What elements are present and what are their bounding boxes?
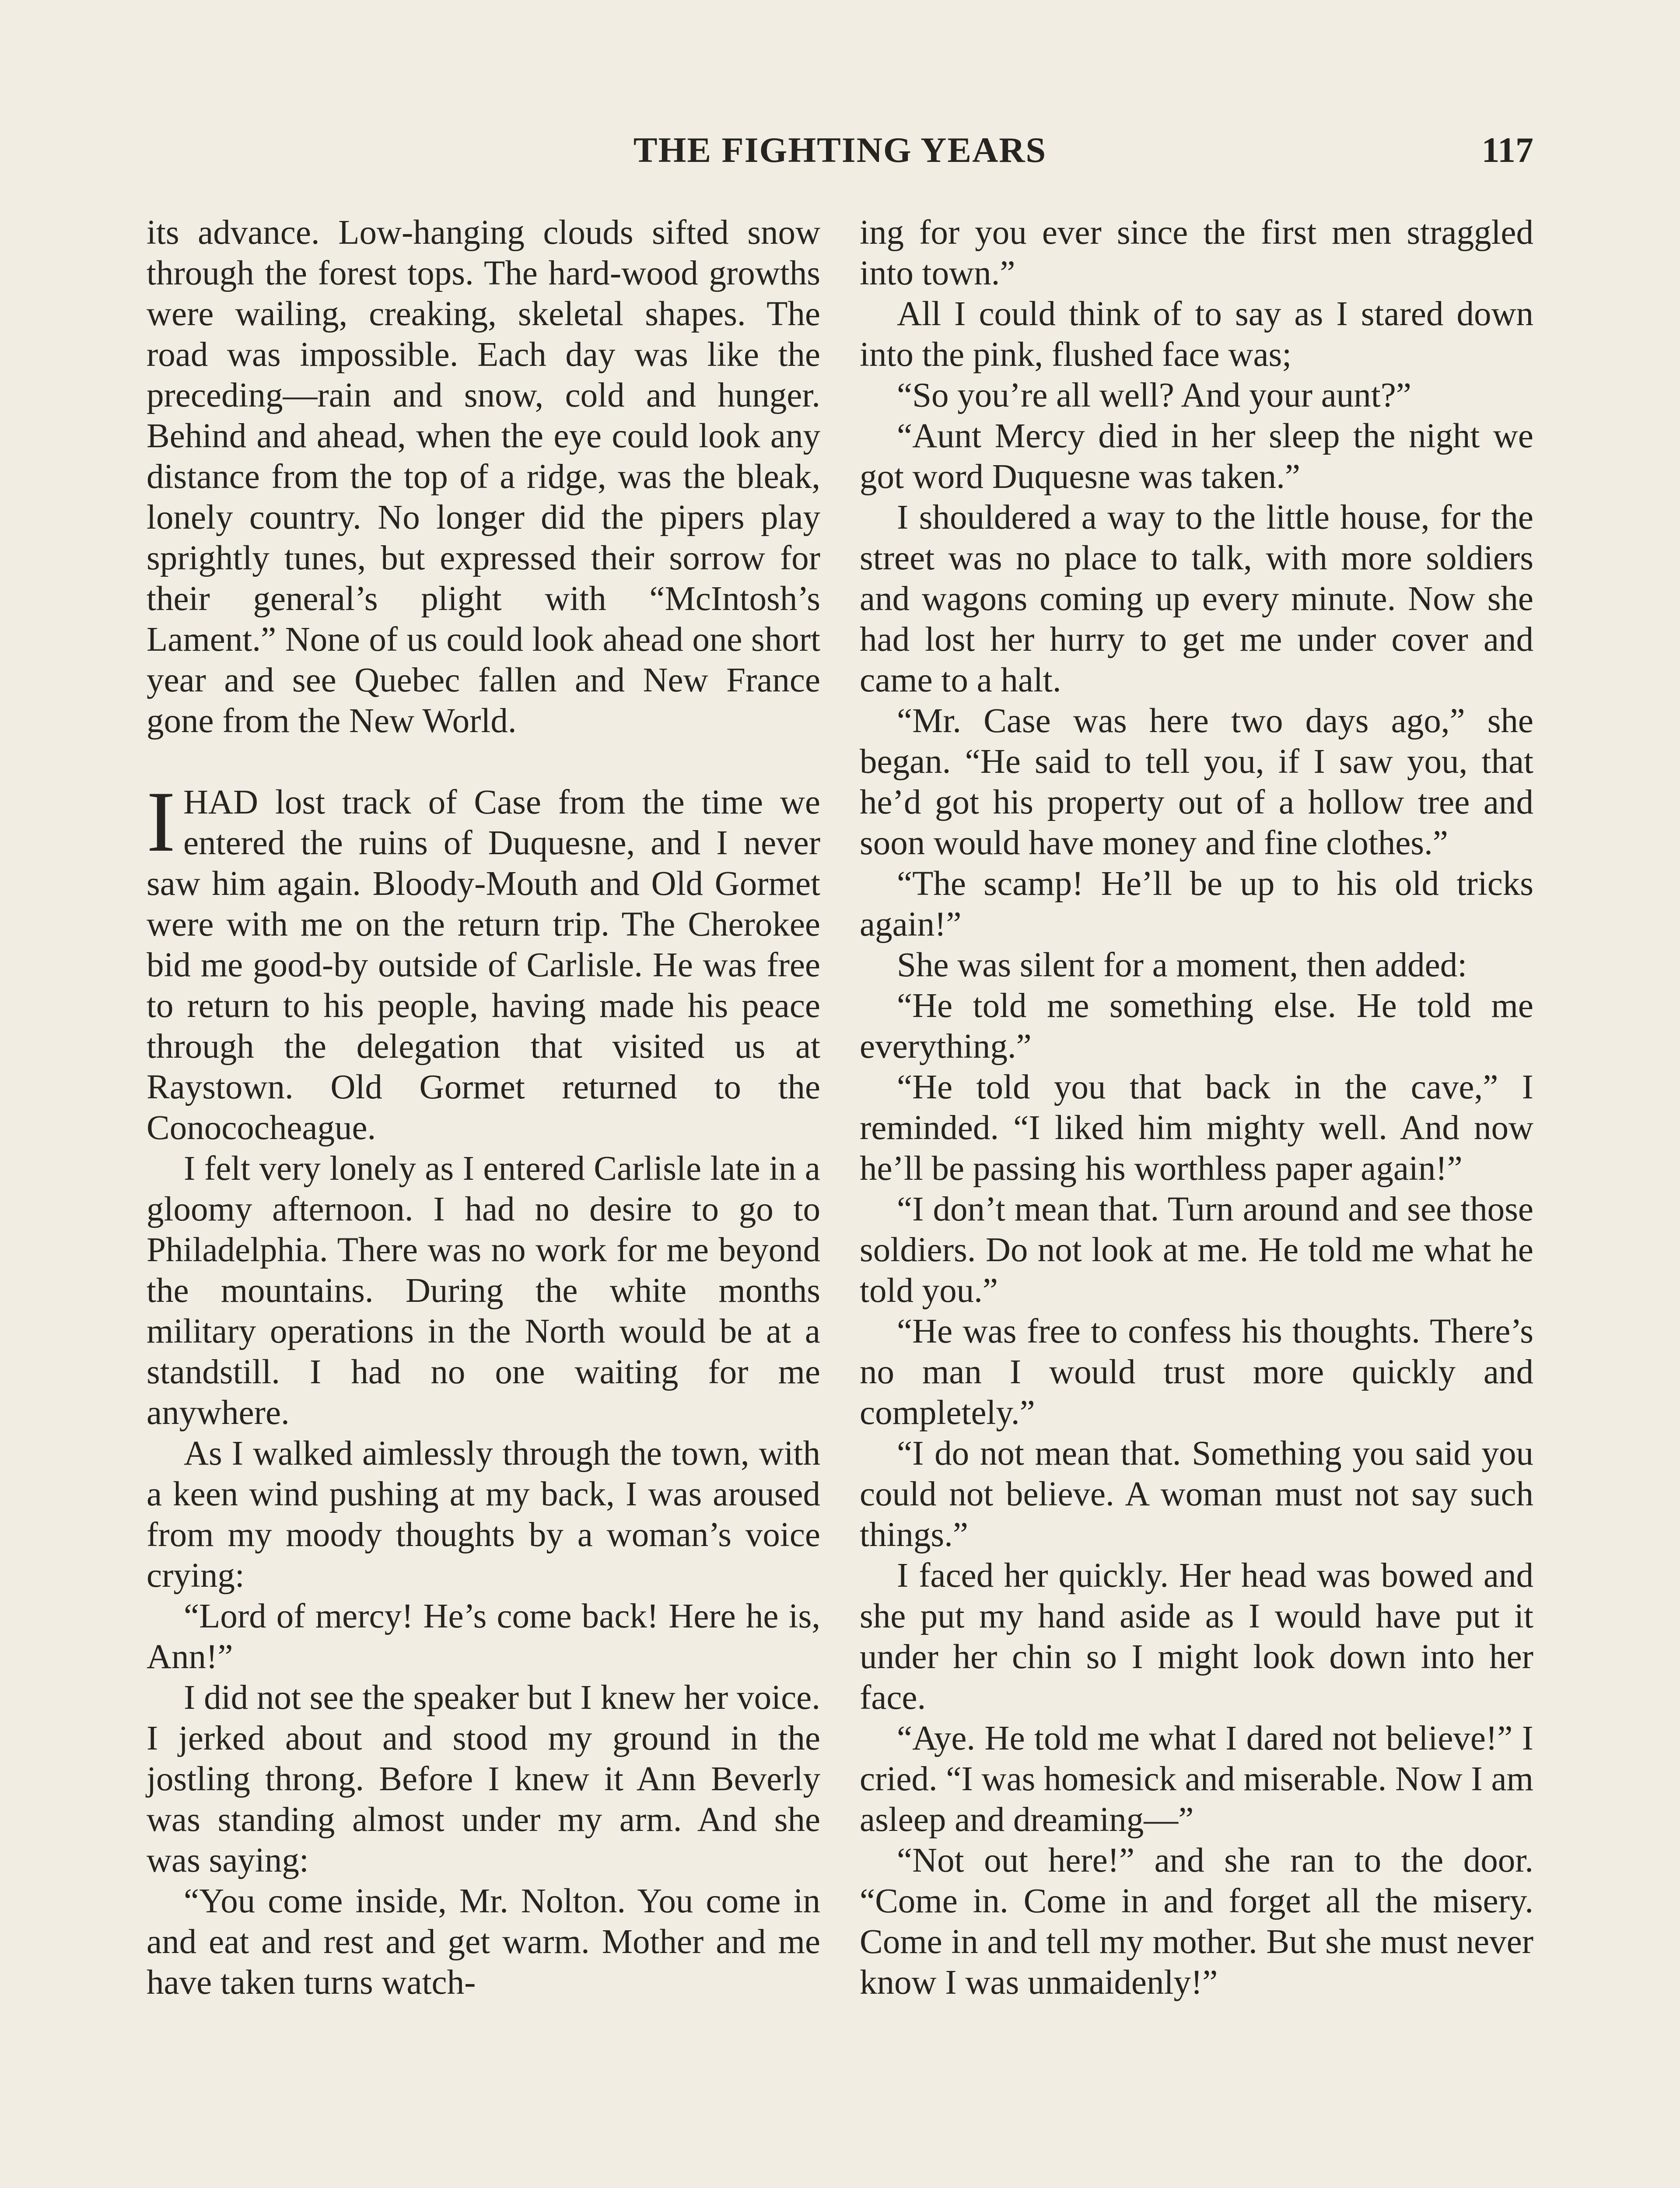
page-number: 117 <box>1481 130 1533 170</box>
paragraph: As I walked aimlessly through the town, with a keen wind pushing at my back, I was aroused from my moody thoughts by a woman’s voice crying: <box>147 1434 820 1595</box>
page-header <box>147 130 1533 178</box>
paragraph: “So you’re all well? And your aunt?” <box>897 376 1411 414</box>
paragraph: “Lord of mercy! He’s come back! Here he is, Ann!” <box>147 1597 820 1676</box>
left-column <box>147 212 820 2003</box>
paragraph: She was silent for a moment, then added: <box>897 946 1467 984</box>
paragraph: “He was free to confess his thoughts. There’s no man I would trust more quickly and completely.” <box>860 1312 1533 1432</box>
paragraph: its advance. Low-hanging clouds sifted snow through the forest tops. The hard-wood growths were wailing, creaking, skeletal shapes. The road was impossible. Each day was like the preceding—rain and snow, cold and hunger. Behind and ahead, when the eye could look any distance from the top of a ridge, was the bleak, lonely country. No longer did the pipers play sprightly tunes, but expressed their sorrow for their general’s plight with “McIntosh’s Lament.” None of us could look ahead one short year and see Quebec fallen and New France gone from the New World. <box>147 214 820 740</box>
paragraph: “He told me something else. He told me everything.” <box>860 987 1533 1066</box>
paragraph: “I don’t mean that. Turn around and see those soldiers. Do not look at me. He told me what he told you.” <box>860 1190 1533 1310</box>
paragraph-text: HAD lost track of Case from the time we entered the ruins of Duquesne, and I never saw him again. Bloody-Mouth and Old Gormet were with me on the return trip. The Cherokee bid me good-by outside of Carlisle. He was free to return to his people, having made his peace through the delegation that visited us at Raystown. Old Gormet returned to the Conococheague. <box>147 783 820 1147</box>
paragraph: I shouldered a way to the little house, for the street was no place to talk, with more soldiers and wagons coming up every minute. Now she had lost her hurry to get me under cover and came to a halt. <box>860 498 1533 699</box>
paragraph: “Not out here!” and she ran to the door. “Come in. Come in and forget all the misery. Come in and tell my mother. But she must never know I was unmaidenly!” <box>860 1841 1533 2002</box>
paragraph: All I could think of to say as I stared down into the pink, flushed face was; <box>860 295 1533 374</box>
right-column <box>860 212 1533 2003</box>
paragraph: “Aunt Mercy died in her sleep the night we got word Duquesne was taken.” <box>860 417 1533 496</box>
paragraph: “He told you that back in the cave,” I reminded. “I liked him mighty well. And now he’ll be passing his worthless paper again!” <box>860 1068 1533 1188</box>
paragraph: “You come inside, Mr. Nolton. You come in and eat and rest and get warm. Mother and me have taken turns watch- <box>147 1882 820 2002</box>
paragraph: “I do not mean that. Something you said you could not believe. A woman must not say such things.” <box>860 1434 1533 1554</box>
paragraph: ing for you ever since the first men straggled into town.” <box>860 214 1533 292</box>
drop-cap: I <box>147 774 175 870</box>
section-opening-paragraph <box>147 774 820 1148</box>
paragraph: I faced her quickly. Her head was bowed and she put my hand aside as I would have put it under her chin so I might look down into her face. <box>860 1557 1533 1717</box>
paragraph: “Aye. He told me what I dared not believe!” I cried. “I was homesick and miserable. Now I am asleep and dreaming—” <box>860 1719 1533 1839</box>
running-title: THE FIGHTING YEARS <box>633 130 1047 170</box>
paragraph: I did not see the speaker but I knew her voice. I jerked about and stood my ground in the jostling throng. Before I knew it Ann Beverly was standing almost under my arm. And she was saying: <box>147 1679 820 1879</box>
paragraph: I felt very lonely as I entered Carlisle late in a gloomy afternoon. I had no desire to go to Philadelphia. There was no work for me beyond the mountains. During the white months military operations in the North would be at a standstill. I had no one waiting for me anywhere. <box>147 1150 820 1432</box>
paragraph: “Mr. Case was here two days ago,” she began. “He said to tell you, if I saw you, that he’d got his property out of a hollow tree and soon would have money and fine clothes.” <box>860 702 1533 862</box>
paragraph: “The scamp! He’ll be up to his old tricks again!” <box>860 865 1533 943</box>
